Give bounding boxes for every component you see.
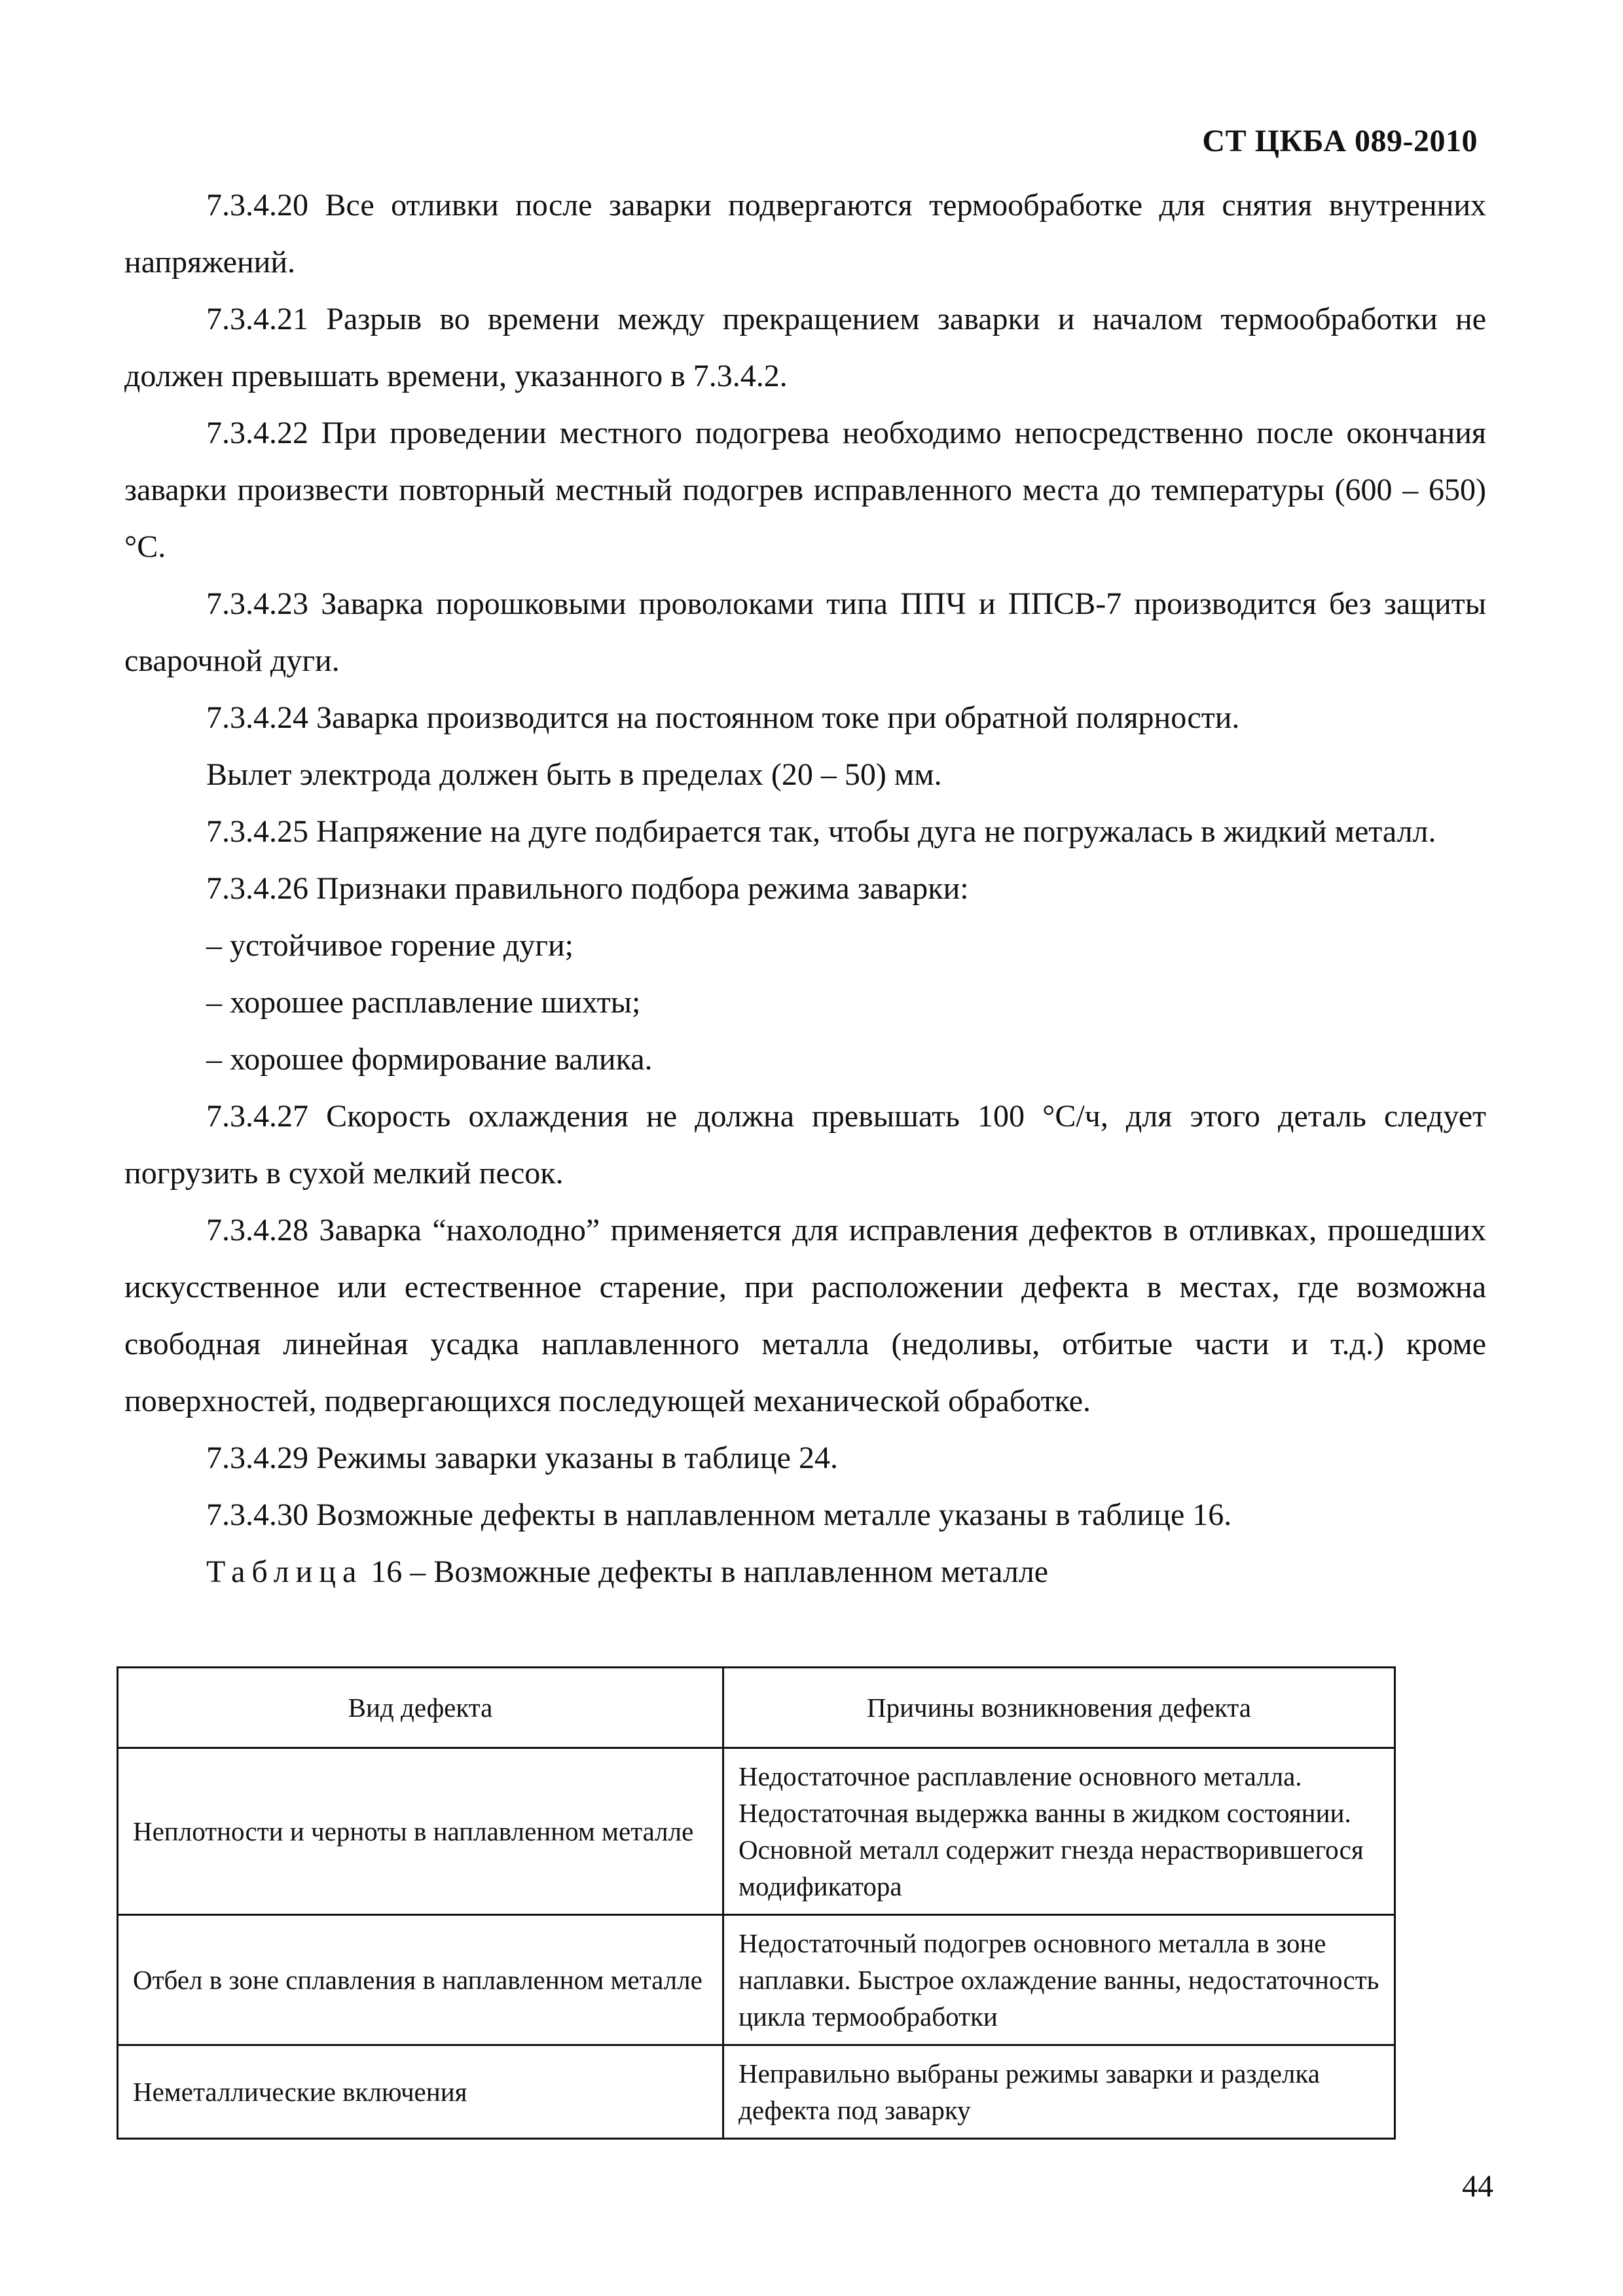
table-row	[118, 1915, 1395, 2045]
paragraph-7-3-4-25: 7.3.4.25 Напряжение на дуге подбирается так, чтобы дуга не погружалась в жидкий металл.	[206, 814, 1436, 849]
table-caption	[124, 1543, 1486, 1600]
defects-table	[117, 1666, 1396, 2140]
column-header-defect-type: Вид дефекта	[118, 1668, 723, 1748]
defect-type-cell: Неметаллические включения	[118, 2045, 723, 2139]
paragraph-7-3-4-27: 7.3.4.27 Скорость охлаждения не должна превышать 100 °С/ч, для этого деталь следует погрузить в сухой мелкий песок.	[124, 1099, 1486, 1191]
body-text	[124, 177, 1486, 1600]
table-header-row	[118, 1668, 1395, 1748]
defect-cause-cell: Неправильно выбраны режимы заварки и разделка дефекта под заварку	[723, 2045, 1395, 2139]
column-header-defect-causes: Причины возникновения дефекта	[723, 1668, 1395, 1748]
document-code: СТ ЦКБА 089-2010	[1202, 124, 1478, 158]
table-caption-label: Таблица	[206, 1554, 363, 1589]
list-item: – хорошее расплавление шихты;	[206, 985, 641, 1020]
page-number: 44	[1462, 2169, 1493, 2204]
paragraph-7-3-4-23: 7.3.4.23 Заварка порошковыми проволоками типа ППЧ и ППСВ-7 производится без защиты сварочной дуги.	[124, 586, 1486, 678]
defect-cause-cell: Недостаточное расплавление основного металла. Недостаточная выдержка ванны в жидком состоянии. Основной металл содержит гнезда нерастворившегося модификатора	[723, 1748, 1395, 1915]
paragraph-electrode-stickout: Вылет электрода должен быть в пределах (20 – 50) мм.	[206, 757, 942, 792]
paragraph-7-3-4-29: 7.3.4.29 Режимы заварки указаны в таблице 24.	[206, 1441, 838, 1475]
defect-type-cell: Отбел в зоне сплавления в наплавленном металле	[118, 1915, 723, 2045]
list-item: – устойчивое горение дуги;	[206, 928, 574, 963]
paragraph-7-3-4-30: 7.3.4.30 Возможные дефекты в наплавленном металле указаны в таблице 16.	[206, 1498, 1232, 1532]
table-row	[118, 1748, 1395, 1915]
paragraph-7-3-4-22: 7.3.4.22 При проведении местного подогрева необходимо непосредственно после окончания заварки произвести повторный местный подогрев исправленного места до температуры (600 – 650) °С.	[124, 416, 1486, 564]
paragraph-7-3-4-24: 7.3.4.24 Заварка производится на постоянном токе при обратной полярности.	[206, 700, 1240, 735]
paragraph-7-3-4-28: 7.3.4.28 Заварка “нахолодно” применяется для исправления дефектов в отливках, прошедших искусственное или естественное старение, при расположении дефекта в местах, где возможна свободная линейная усадка наплавленного металла (недоливы, отбитые части и т.д.) кроме поверхностей, подвергающихся последующей механической обработке.	[124, 1213, 1486, 1418]
defect-type-cell: Неплотности и черноты в наплавленном металле	[118, 1748, 723, 1915]
paragraph-7-3-4-21: 7.3.4.21 Разрыв во времени между прекращением заварки и началом термообработки не должен превышать времени, указанного в 7.3.4.2.	[124, 302, 1486, 393]
paragraph-7-3-4-20: 7.3.4.20 Все отливки после заварки подвергаются термообработке для снятия внутренних напряжений.	[124, 188, 1486, 279]
table-caption-text: 16 – Возможные дефекты в наплавленном металле	[363, 1554, 1049, 1589]
defect-cause-cell: Недостаточный подогрев основного металла в зоне наплавки. Быстрое охлаждение ванны, недостаточность цикла термообработки	[723, 1915, 1395, 2045]
list-item: – хорошее формирование валика.	[206, 1042, 653, 1077]
paragraph-7-3-4-26: 7.3.4.26 Признаки правильного подбора режима заварки:	[206, 871, 969, 906]
table-row	[118, 2045, 1395, 2139]
